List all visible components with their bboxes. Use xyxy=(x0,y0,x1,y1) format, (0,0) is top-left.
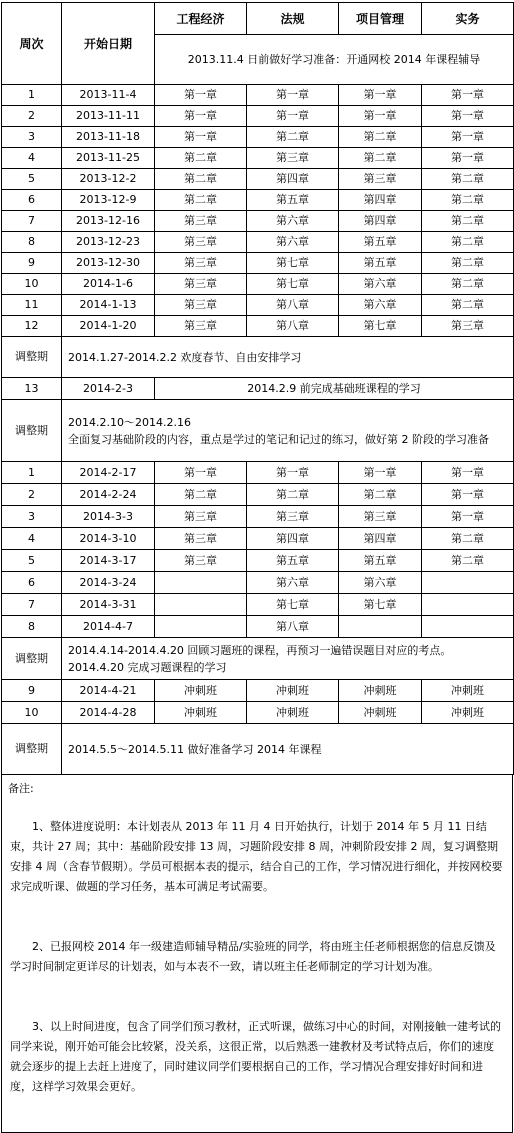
chapter-cell: 第五章 xyxy=(339,550,422,572)
chapter-cell: 第三章 xyxy=(155,274,247,295)
chapter-cell: 第五章 xyxy=(247,190,339,211)
week-cell: 5 xyxy=(2,550,62,572)
chapter-cell: 第三章 xyxy=(155,295,247,316)
chapter-cell: 第七章 xyxy=(247,253,339,274)
chapter-cell: 第二章 xyxy=(422,211,514,232)
chapter-cell xyxy=(155,594,247,616)
chapter-cell: 第一章 xyxy=(422,127,514,148)
chapter-cell: 第六章 xyxy=(339,274,422,295)
chapter-cell xyxy=(422,616,514,638)
table-row xyxy=(2,190,514,211)
adjustment-label: 调整期 xyxy=(2,724,62,775)
chapter-cell: 第三章 xyxy=(247,506,339,528)
chapter-cell: 冲刺班 xyxy=(155,702,247,724)
chapter-cell: 第七章 xyxy=(339,316,422,337)
subject-header: 项目管理 xyxy=(339,3,422,35)
adjustment-text: 2014.5.5～2014.5.11 做好准备学习 2014 年课程 xyxy=(62,724,514,775)
chapter-cell: 第六章 xyxy=(339,295,422,316)
chapter-cell: 第三章 xyxy=(155,253,247,274)
chapter-cell: 第三章 xyxy=(247,148,339,169)
subject-header: 法规 xyxy=(247,3,339,35)
chapter-cell: 第二章 xyxy=(339,127,422,148)
schedule-page xyxy=(1,2,513,1133)
date-cell: 2013-11-4 xyxy=(62,85,155,106)
chapter-cell xyxy=(339,616,422,638)
chapter-cell: 第四章 xyxy=(247,528,339,550)
chapter-cell: 第七章 xyxy=(247,274,339,295)
date-cell: 2013-12-16 xyxy=(62,211,155,232)
date-cell: 2014-3-17 xyxy=(62,550,155,572)
date-cell: 2014-3-3 xyxy=(62,506,155,528)
chapter-cell: 第三章 xyxy=(155,528,247,550)
table-row xyxy=(2,316,514,337)
chapter-cell: 第二章 xyxy=(422,274,514,295)
table-row xyxy=(2,594,514,616)
table-row xyxy=(2,232,514,253)
adjustment-line: 2014.4.20 完成习题课程的学习 xyxy=(68,660,227,674)
adjustment-line: 全面复习基础阶段的内容，重点是学过的笔记和记过的练习，做好第 2 阶段的学习准备 xyxy=(68,432,489,446)
chapter-cell: 第四章 xyxy=(339,190,422,211)
date-cell: 2013-11-25 xyxy=(62,148,155,169)
date-cell: 2014-3-24 xyxy=(62,572,155,594)
week-cell: 9 xyxy=(2,253,62,274)
chapter-cell: 第三章 xyxy=(339,506,422,528)
week-cell: 5 xyxy=(2,169,62,190)
week13-note: 2014.2.9 前完成基础班课程的学习 xyxy=(155,378,514,400)
table-row xyxy=(2,528,514,550)
week-cell: 4 xyxy=(2,148,62,169)
chapter-cell: 第二章 xyxy=(339,484,422,506)
chapter-cell: 第二章 xyxy=(247,484,339,506)
chapter-cell: 第三章 xyxy=(155,506,247,528)
chapter-cell: 第一章 xyxy=(155,106,247,127)
table-row xyxy=(2,211,514,232)
chapter-cell: 第四章 xyxy=(339,211,422,232)
adjustment-text xyxy=(62,400,514,462)
date-cell: 2014-1-13 xyxy=(62,295,155,316)
chapter-cell: 第一章 xyxy=(155,85,247,106)
chapter-cell: 第二章 xyxy=(422,295,514,316)
chapter-cell xyxy=(155,616,247,638)
table-row xyxy=(2,484,514,506)
date-cell: 2013-12-2 xyxy=(62,169,155,190)
date-cell: 2013-12-9 xyxy=(62,190,155,211)
chapter-cell xyxy=(422,594,514,616)
table-row xyxy=(2,572,514,594)
week-cell: 7 xyxy=(2,211,62,232)
start-date-header: 开始日期 xyxy=(62,3,155,85)
chapter-cell: 第七章 xyxy=(339,594,422,616)
adjustment-row xyxy=(2,337,514,378)
chapter-cell: 第一章 xyxy=(155,127,247,148)
week-cell: 1 xyxy=(2,462,62,484)
date-cell: 2014-2-3 xyxy=(62,378,155,400)
week-cell: 3 xyxy=(2,506,62,528)
week-cell: 8 xyxy=(2,616,62,638)
chapter-cell: 第一章 xyxy=(422,85,514,106)
chapter-cell: 冲刺班 xyxy=(422,702,514,724)
week-cell: 7 xyxy=(2,594,62,616)
table-row xyxy=(2,550,514,572)
date-cell: 2014-3-10 xyxy=(62,528,155,550)
week-cell: 10 xyxy=(2,274,62,295)
chapter-cell: 第二章 xyxy=(247,127,339,148)
chapter-cell: 第三章 xyxy=(422,316,514,337)
chapter-cell: 第一章 xyxy=(339,106,422,127)
date-cell: 2014-1-20 xyxy=(62,316,155,337)
week-cell: 6 xyxy=(2,190,62,211)
table-row xyxy=(2,378,514,400)
adjustment-line: 2014.4.14-2014.4.20 回顾习题班的课程，再预习一遍错误题目对应的考点。 xyxy=(68,643,452,657)
week-cell: 12 xyxy=(2,316,62,337)
chapter-cell: 第五章 xyxy=(247,550,339,572)
chapter-cell: 第五章 xyxy=(339,253,422,274)
table-row xyxy=(2,680,514,702)
notes-paragraph-1: 1、整体进度说明：本计划表从 2013 年 11 月 4 日开始执行，计划于 2014 年 5 月 11 日结束，共计 27 周；其中：基础阶段安排 13 周，习题阶段安排 8 周，冲刺阶段安排 2 周，复习调整期安排 4 周（含春节假期）。学员可根据本表的提示，结合自己的工作，学习情况进行细化，并按网校要求完成听课、做题的学习任务，基本可满足考试需要。 xyxy=(10,820,503,893)
chapter-cell: 冲刺班 xyxy=(247,680,339,702)
chapter-cell: 第二章 xyxy=(339,148,422,169)
chapter-cell: 第六章 xyxy=(247,211,339,232)
week-cell: 9 xyxy=(2,680,62,702)
chapter-cell xyxy=(155,572,247,594)
week-cell: 11 xyxy=(2,295,62,316)
chapter-cell: 第一章 xyxy=(339,462,422,484)
chapter-cell: 第二章 xyxy=(155,169,247,190)
week-cell: 8 xyxy=(2,232,62,253)
adjustment-row xyxy=(2,400,514,462)
date-cell: 2013-11-11 xyxy=(62,106,155,127)
chapter-cell: 第八章 xyxy=(247,316,339,337)
chapter-cell: 第二章 xyxy=(422,232,514,253)
chapter-cell: 第二章 xyxy=(422,169,514,190)
table-row xyxy=(2,616,514,638)
chapter-cell: 第四章 xyxy=(339,528,422,550)
week-cell: 13 xyxy=(2,378,62,400)
chapter-cell: 第七章 xyxy=(247,594,339,616)
date-cell: 2014-1-6 xyxy=(62,274,155,295)
adjustment-label: 调整期 xyxy=(2,400,62,462)
chapter-cell: 第二章 xyxy=(155,484,247,506)
adjustment-text xyxy=(62,638,514,680)
notes-paragraph-3: 3、以上时间进度，包含了同学们预习教材，正式听课，做练习中心的时间，对刚接触一建考试的同学来说，刚开始可能会比较紧，没关系，这很正常，以后熟悉一建教材及考试特点后，你们的速度就会逐步的提上去赶上进度了，同时建议同学们要根据自己的工作，学习情况合理安排好时间和进度，这样学习效果会更好。 xyxy=(10,1020,501,1093)
chapter-cell: 第六章 xyxy=(247,572,339,594)
table-row xyxy=(2,253,514,274)
adjustment-label: 调整期 xyxy=(2,638,62,680)
adjustment-row xyxy=(2,724,514,775)
chapter-cell: 冲刺班 xyxy=(422,680,514,702)
date-cell: 2014-3-31 xyxy=(62,594,155,616)
chapter-cell: 第二章 xyxy=(422,528,514,550)
date-cell: 2014-4-28 xyxy=(62,702,155,724)
chapter-cell: 第二章 xyxy=(422,253,514,274)
chapter-cell: 第六章 xyxy=(339,572,422,594)
chapter-cell: 第二章 xyxy=(155,148,247,169)
adjustment-row xyxy=(2,638,514,680)
chapter-cell: 第六章 xyxy=(247,232,339,253)
study-schedule-table xyxy=(1,2,514,775)
notes-label: 备注: xyxy=(8,782,34,795)
subject-header: 实务 xyxy=(422,3,514,35)
table-row xyxy=(2,85,514,106)
chapter-cell: 第三章 xyxy=(155,211,247,232)
chapter-cell: 第一章 xyxy=(422,506,514,528)
table-row xyxy=(2,462,514,484)
table-row xyxy=(2,702,514,724)
date-cell: 2014-2-17 xyxy=(62,462,155,484)
chapter-cell: 第二章 xyxy=(422,190,514,211)
chapter-cell: 第三章 xyxy=(339,169,422,190)
week-header: 周次 xyxy=(2,3,62,85)
chapter-cell: 第一章 xyxy=(422,148,514,169)
chapter-cell: 冲刺班 xyxy=(339,702,422,724)
chapter-cell: 第五章 xyxy=(339,232,422,253)
chapter-cell: 冲刺班 xyxy=(247,702,339,724)
week-cell: 2 xyxy=(2,106,62,127)
chapter-cell: 第二章 xyxy=(422,550,514,572)
adjustment-label: 调整期 xyxy=(2,337,62,378)
notes-section xyxy=(1,775,513,1133)
date-cell: 2013-12-30 xyxy=(62,253,155,274)
notes-paragraph-2: 2、已报网校 2014 年一级建造师辅导精品/实验班的同学，将由班主任老师根据您的信息反馈及学习时间制定更详尽的计划表，如与本表不一致，请以班主任老师制定的学习计划为准。 xyxy=(10,940,496,973)
chapter-cell: 第三章 xyxy=(155,550,247,572)
chapter-cell: 第一章 xyxy=(422,462,514,484)
chapter-cell: 第四章 xyxy=(247,169,339,190)
subject-header: 工程经济 xyxy=(155,3,247,35)
date-cell: 2014-2-24 xyxy=(62,484,155,506)
table-row xyxy=(2,148,514,169)
chapter-cell: 第八章 xyxy=(247,616,339,638)
week-cell: 4 xyxy=(2,528,62,550)
chapter-cell: 第一章 xyxy=(422,106,514,127)
table-row xyxy=(2,274,514,295)
adjustment-line: 2014.2.10～2014.2.16 xyxy=(68,415,191,429)
date-cell: 2013-12-23 xyxy=(62,232,155,253)
week-cell: 1 xyxy=(2,85,62,106)
date-cell: 2014-4-21 xyxy=(62,680,155,702)
chapter-cell: 冲刺班 xyxy=(339,680,422,702)
adjustment-text: 2014.1.27-2014.2.2 欢度春节、自由安排学习 xyxy=(62,337,514,378)
chapter-cell: 冲刺班 xyxy=(155,680,247,702)
table-row xyxy=(2,295,514,316)
week-cell: 10 xyxy=(2,702,62,724)
intro-note: 2013.11.4 日前做好学习准备：开通网校 2014 年课程辅导 xyxy=(155,35,514,85)
week-cell: 6 xyxy=(2,572,62,594)
date-cell: 2014-4-7 xyxy=(62,616,155,638)
chapter-cell: 第一章 xyxy=(247,106,339,127)
table-row xyxy=(2,506,514,528)
date-cell: 2013-11-18 xyxy=(62,127,155,148)
chapter-cell: 第三章 xyxy=(155,316,247,337)
chapter-cell: 第一章 xyxy=(247,462,339,484)
week-cell: 2 xyxy=(2,484,62,506)
week-cell: 3 xyxy=(2,127,62,148)
chapter-cell xyxy=(422,572,514,594)
header-row xyxy=(2,3,514,35)
chapter-cell: 第一章 xyxy=(155,462,247,484)
chapter-cell: 第一章 xyxy=(422,484,514,506)
chapter-cell: 第一章 xyxy=(247,85,339,106)
table-row xyxy=(2,169,514,190)
chapter-cell: 第三章 xyxy=(155,232,247,253)
chapter-cell: 第二章 xyxy=(155,190,247,211)
table-row xyxy=(2,127,514,148)
chapter-cell: 第一章 xyxy=(339,85,422,106)
table-row xyxy=(2,106,514,127)
chapter-cell: 第八章 xyxy=(247,295,339,316)
